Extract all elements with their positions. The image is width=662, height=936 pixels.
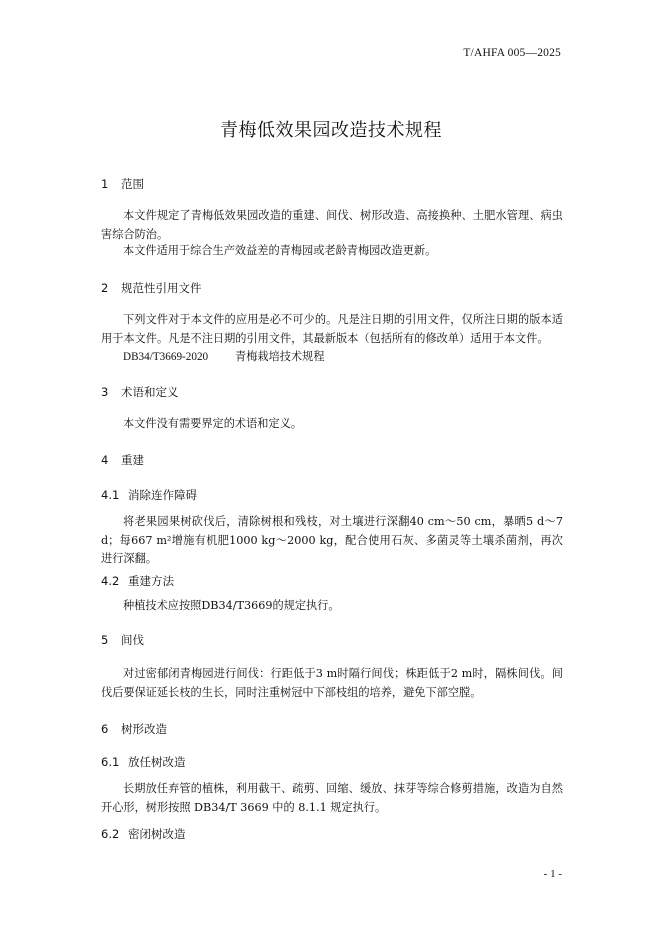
page-number: - 1 - [543,868,562,880]
section-3-heading [101,384,179,400]
document-title: 青梅低效果园改造技术规程 [220,120,442,141]
section-number: 2 [101,281,109,295]
section-5-paragraph-1: 对过密郁闭青梅园进行间伐：行距低于3 m时隔行间伐；株距低于2 m时，隔株间伐。间伐后要保证延长枝的生长，同时注重树冠中下部枝组的培养，避免下部空膛。 [101,667,563,699]
section-4-heading [101,452,144,468]
section-6-heading [101,721,167,737]
section-title: 放任树改造 [128,755,186,769]
section-title: 术语和定义 [121,385,179,399]
document-code: T/AHFA 005—2025 [463,47,561,59]
section-number: 4.1 [101,488,120,502]
section-3-paragraph-1: 本文件没有需要界定的术语和定义。 [123,417,303,430]
section-title: 密闭树改造 [128,827,186,841]
reference-code: DB34/T3669-2020 [123,351,209,363]
section-4-1-paragraph-1: 将老果园果树砍伐后，清除树根和残枝，对土壤进行深翻40 cm～50 cm，暴晒5 d～7 d；每667 m²增施有机肥1000 kg～2000 kg，配合使用石灰、多菌灵等土壤杀菌剂，再次进行深翻。 [101,515,563,565]
section-2-paragraph-1: 下列文件对于本文件的应用是必不可少的。凡是注日期的引用文件，仅所注日期的版本适用于本文件。凡是不注日期的引用文件，其最新版本（包括所有的修改单）适用于本文件。 [101,313,563,345]
section-number: 5 [101,633,109,647]
section-6-1-paragraph-1: 长期放任弃管的植株，利用截干、疏剪、回缩、缓放、抹芽等综合修剪措施，改造为自然开心形，树形按照 DB34/T 3669 中的 8.1.1 规定执行。 [101,782,563,814]
section-6-1-heading [101,754,186,770]
section-title: 树形改造 [121,722,167,736]
section-title: 重建方法 [128,574,174,588]
section-5-heading [101,632,144,648]
section-4-2-paragraph-1: 种植技术应按照DB34/T3669的规定执行。 [123,599,340,612]
section-number: 6.2 [101,827,120,841]
section-title: 消除连作障碍 [128,488,197,502]
section-1-paragraph-2: 本文件适用于综合生产效益差的青梅园或老龄青梅园改造更新。 [123,244,437,257]
section-4-1-heading [101,487,197,503]
section-title: 范围 [121,177,144,191]
section-4-2-heading [101,573,174,589]
section-title: 重建 [121,453,144,467]
section-number: 4 [101,453,109,467]
section-title: 间伐 [121,633,144,647]
section-number: 3 [101,385,109,399]
section-2-heading [101,280,202,296]
section-title: 规范性引用文件 [121,281,202,295]
section-number: 4.2 [101,574,120,588]
section-6-2-heading [101,826,186,842]
section-number: 6.1 [101,755,120,769]
normative-reference [123,348,325,364]
reference-title: 青梅栽培技术规程 [235,350,325,363]
section-number: 1 [101,177,109,191]
section-1-heading [101,176,144,192]
section-number: 6 [101,722,109,736]
section-1-paragraph-1: 本文件规定了青梅低效果园改造的重建、间伐、树形改造、高接换种、土肥水管理、病虫害综合防治。 [101,209,563,241]
